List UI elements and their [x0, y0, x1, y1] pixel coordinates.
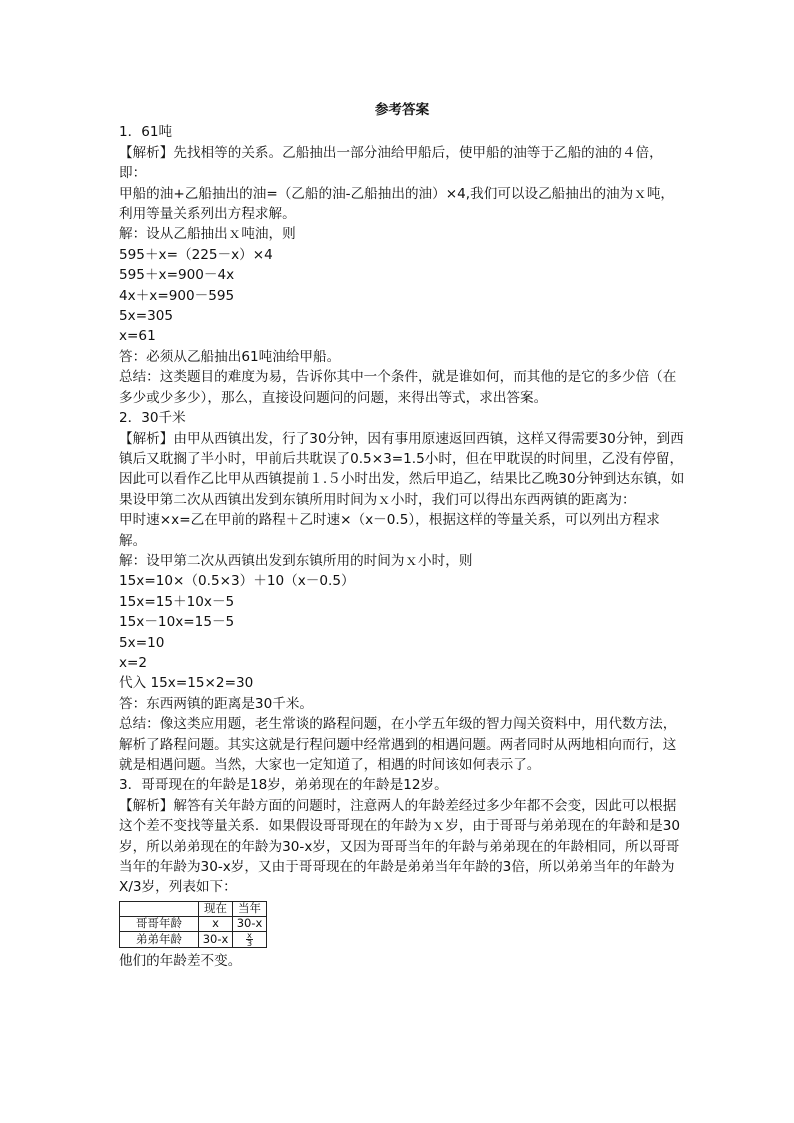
answer-1-equation-step: 595＋x=（225－x）×4: [119, 246, 273, 263]
answer-1-relation: 甲船的油+乙船抽出的油=（乙船的油-乙船抽出的油）×4,我们可以设乙船抽出的油为ｘ吨，利用等量关系列出方程求解。: [119, 185, 675, 223]
fraction-denominator: 3: [246, 938, 253, 948]
answer-2-equation-step: 15x=10×（0.5×3）＋10（x－0.5）: [119, 573, 355, 590]
answer-2-analysis: 【解析】由甲从西镇出发，行了30分钟，因有事用原速返回西镇，这样又得需要30分钟，到西镇后又耽搁了半小时，甲前后共耽误了0.5×3=1.5小时，但在甲耽误的时间里，乙没有停留，因此可以看作乙比甲从西镇提前１.５小时出发，然后甲追乙，结果比乙晚30分钟到达东镇，如果设甲第二次从西镇出发到东镇所用时间为ｘ小时，我们可以得出东西两镇的距离为：: [119, 430, 685, 508]
table-cell-then: [233, 931, 267, 947]
answer-document: [119, 98, 685, 971]
answer-2-substitution: 代入 15x=15×2=30: [119, 675, 254, 692]
fraction: [246, 932, 253, 947]
answer-2-equation-step: 15x=15＋10x－5: [119, 593, 235, 610]
table-header-row: [120, 901, 267, 916]
answer-2-equation-step: x=2: [119, 654, 148, 671]
table-cell-then: 30-x: [233, 916, 267, 931]
age-table: [119, 901, 267, 948]
answer-2-solution-intro: 解：设甲第二次从西镇出发到东镇所用的时间为ｘ小时，则: [119, 552, 473, 569]
answer-1-solution-intro: 解：设从乙船抽出ｘ吨油，则: [119, 226, 296, 243]
answer-2-summary: 总结：像这类应用题，老生常谈的路程问题，在小学五年级的智力闯关资料中，用代数方法，解析了路程问题。其实这就是行程问题中经常遇到的相遇问题。两者同时从两地相向而行，这就是相遇问题。当然，大家也一定知道了，相遇的时间该如何表示了。: [119, 716, 677, 773]
table-cell-now: 30-x: [199, 931, 233, 947]
answer-2-heading: 2．30千米: [119, 410, 186, 427]
answer-2-equation-step: 15x－10x=15－5: [119, 614, 235, 631]
table-row: [120, 916, 267, 931]
page-title: 参考答案: [374, 102, 430, 118]
answer-2-equation-step: 5x=10: [119, 634, 165, 651]
fraction-numerator: x: [247, 930, 252, 940]
answer-1-equation-step: 5x=305: [119, 308, 174, 325]
answer-1-heading: 1．61吨: [119, 124, 173, 141]
answer-1-equation-step: 4x＋x=900－595: [119, 287, 235, 304]
answer-1-equation-step: x=61: [119, 328, 156, 345]
answer-1-analysis: 【解析】先找相等的关系。乙船抽出一部分油给甲船后，使甲船的油等于乙船的油的４倍，即：: [119, 144, 663, 182]
table-header-cell: 当年: [233, 901, 267, 916]
answer-2-relation: 甲时速×x=乙在甲前的路程＋乙时速×（x－0.5），根据这样的等量关系，可以列出方程求解。: [119, 512, 660, 549]
table-row: [120, 931, 267, 947]
answer-1-equation-step: 595＋x=900－4x: [119, 267, 235, 284]
table-header-cell: 现在: [199, 901, 233, 916]
answer-3-closing: 他们的年龄差不变。: [119, 952, 242, 969]
answer-3-heading: 3．哥哥现在的年龄是18岁，弟弟现在的年龄是12岁。: [119, 777, 448, 794]
table-row-label: 弟弟年龄: [120, 931, 199, 947]
answer-1-conclusion: 答：必须从乙船抽出61吨油给甲船。: [119, 348, 341, 365]
table-row-label: 哥哥年龄: [120, 916, 199, 931]
table-cell-now: x: [199, 916, 233, 931]
answer-3-analysis: 【解析】解答有关年龄方面的问题时，注意两人的年龄差经过多少年都不会变，因此可以根据这个差不变找等量关系．如果假设哥哥现在的年龄为ｘ岁，由于哥哥与弟弟现在的年龄和是30岁，所以弟弟现在的年龄为30-x岁，又因为哥哥当年的年龄与弟弟现在的年龄相同，所以哥哥当年的年龄为30-x岁，又由于哥哥现在的年龄是弟弟当年年龄的3倍，所以弟弟当年的年龄为X/3岁，列表如下：: [119, 797, 681, 896]
answer-1-summary: 总结：这类题目的难度为易，告诉你其中一个条件，就是谁如何，而其他的是它的多少倍（在多少或少多少），那么，直接设问题问的问题，来得出等式，求出答案。: [119, 369, 677, 406]
answer-2-conclusion: 答：东西两镇的距离是30千米。: [119, 695, 314, 712]
table-header-cell: [120, 901, 199, 916]
